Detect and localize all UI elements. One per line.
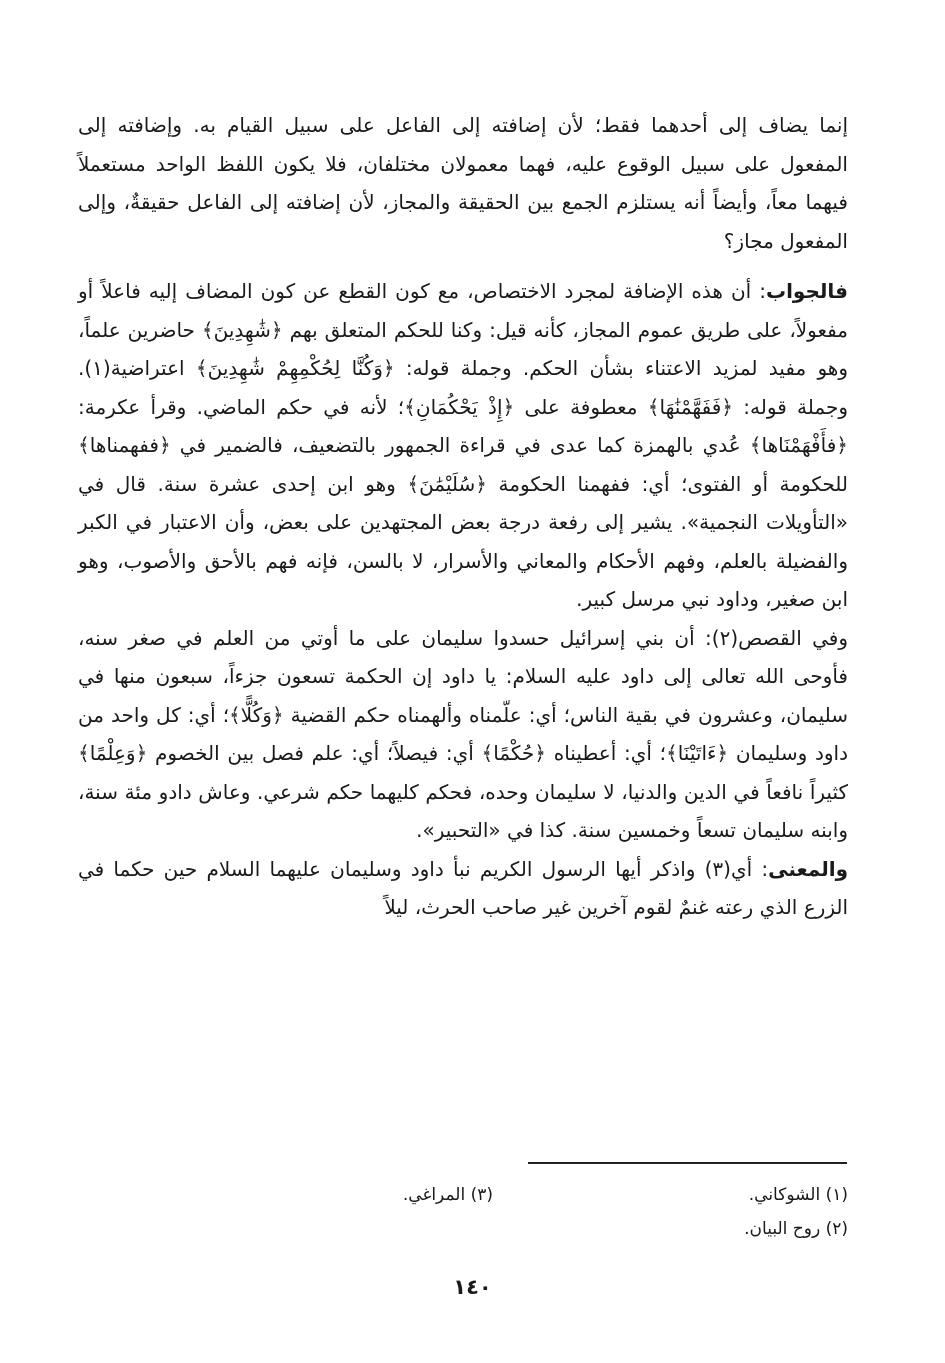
footnote-row-2 (78, 1212, 848, 1246)
footnote-row-1 (78, 1178, 848, 1212)
paragraph-2 (78, 272, 848, 619)
footnote-3: (٣) المراغي. (402, 1185, 493, 1205)
main-text (78, 106, 848, 927)
footnote-separator (528, 1162, 847, 1164)
paragraph-4-text: : أي(٣) واذكر أيها الرسول الكريم نبأ داود وسليمان عليهما السلام حين حكما في الزرع الذي رعته غنمٌ لقوم آخرين غير صاحب الحرث، ليلاً (78, 856, 848, 919)
footnote-1: (١) الشوكاني. (748, 1185, 848, 1205)
page-number: ١٤٠ (453, 1275, 492, 1299)
paragraph-2-text: : أن هذه الإضافة لمجرد الاختصاص، مع كون القطع عن كون المضاف إليه فاعلاً أو مفعولاً، على طريق عموم المجاز، كأنه قيل: وكنا للحكم المتعلق بهم ﴿شَٰهِدِينَ﴾ حاضرين علماً، وهو مفيد لمزيد الاعتناء بشأن الحكم. وجملة قوله: ﴿وَكُنَّا لِحُكْمِهِمْ شَٰهِدِينَ﴾ اعتراضية(١). وجملة قوله: ﴿فَفَهَّمْنَٰهَا﴾ معطوفة على ﴿إِذْ يَحْكُمَانِ﴾؛ لأنه في حكم الماضي. وقرأ عكرمة: ﴿فأَفْهَمْنَاها﴾ عُدي بالهمزة كما عدى في قراءة الجمهور بالتضعيف، فالضمير في ﴿ففهمناها﴾ للحكومة أو الفتوى؛ أي: ففهمنا الحكومة ﴿سُلَيْمَٰنَ﴾ وهو ابن إحدى عشرة سنة. قال في «التأويلات النجمية». يشير إلى رفعة درجة بعض المجتهدين على بعض، وأن الاعتبار في الكبر والفضيلة بالعلم، وفهم الأحكام والمعاني والأسرار، لا بالسن، فإنه فهم بالأحق والأصوب، وهو ابن صغير، وداود نبي مرسل كبير. (78, 279, 848, 611)
paragraph-3 (78, 619, 848, 850)
paragraph-4 (78, 850, 848, 927)
paragraph-3-text: وفي القصص(٢): أن بني إسرائيل حسدوا سليمان على ما أوتي من العلم في صغر سنه، فأوحى الله تعالى إلى داود عليه السلام: يا داود إن الحكمة تسعون جزءاً، سبعون منها في سليمان، وعشرون في بقية الناس؛ أي: علّمناه وألهمناه حكم القضية ﴿وَكُلًّا﴾؛ أي: كل واحد من داود وسليمان ﴿ءَاتَيْنَا﴾؛ أي: أعطيناه ﴿حُكْمًا﴾ أي: فيصلاً؛ أي: علم فصل بين الخصوم ﴿وَعِلْمًا﴾ كثيراً نافعاً في الدين والدنيا، لا سليمان وحده، فحكم كليهما حكم شرعي. وعاش دادو مئة سنة، وابنه سليمان تسعاً وخمسين سنة. كذا في «التحبير». (78, 625, 848, 842)
paragraph-1-text: إنما يضاف إلى أحدهما فقط؛ لأن إضافته إلى الفاعل على سبيل القيام به. وإضافته إلى المفعول على سبيل الوقوع عليه، فهما معمولان مختلفان، فلا يكون اللفظ الواحد مستعملاً فيهما معاً، وأيضاً أنه يستلزم الجمع بين الحقيقة والمجاز، لأن إضافته إلى الفاعل حقيقةٌ، وإلى المفعول مجاز؟ (78, 113, 848, 253)
paragraph-4-lead: والمعنى (768, 856, 849, 881)
paragraph-2-lead: فالجواب (765, 279, 848, 303)
paragraph-1 (78, 106, 848, 260)
footnote-2: (٢) روح البيان. (744, 1219, 848, 1239)
footnotes (78, 1178, 848, 1246)
